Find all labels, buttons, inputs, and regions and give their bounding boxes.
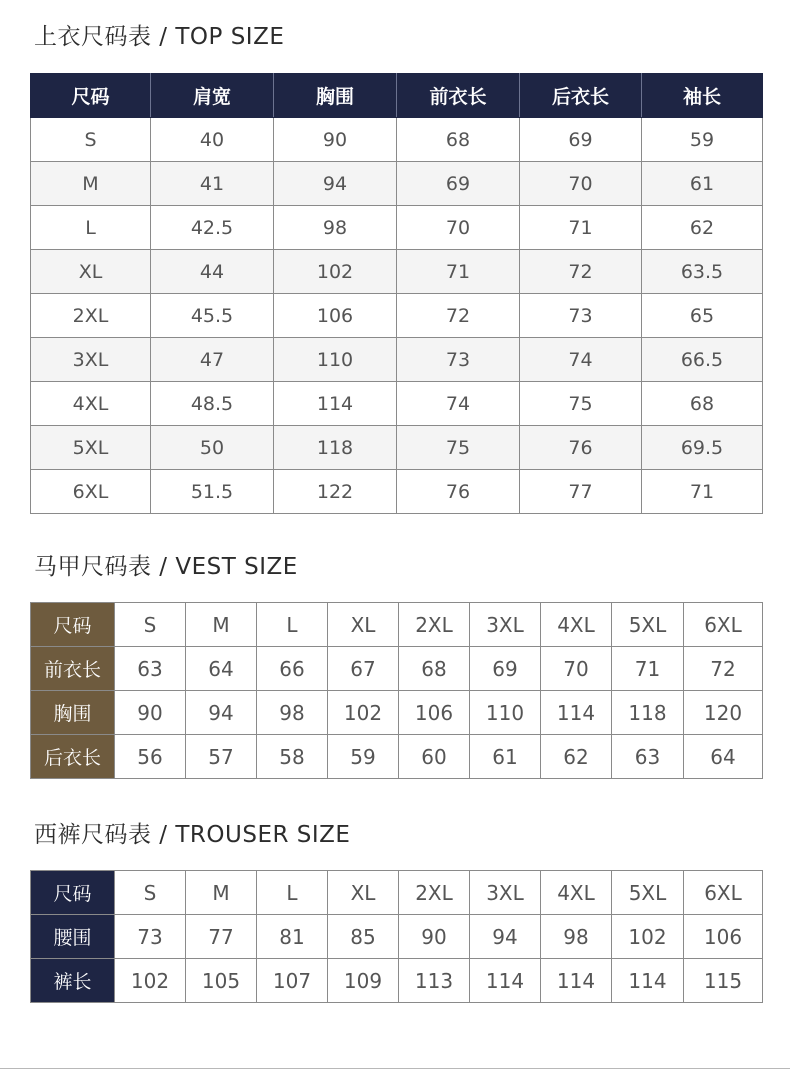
measurement-cell: 66 <box>257 647 328 691</box>
size-label-cell: M <box>186 603 257 647</box>
measurement-cell: 70 <box>541 647 612 691</box>
table-row <box>31 382 763 426</box>
table-row <box>31 871 763 915</box>
trouser-size-table <box>30 870 763 1003</box>
measurement-cell: 115 <box>684 959 763 1003</box>
measurement-cell: 114 <box>541 959 612 1003</box>
measurement-cell: 56 <box>115 735 186 779</box>
size-label-cell: 2XL <box>399 603 470 647</box>
measurement-cell: 73 <box>115 915 186 959</box>
measurement-cell: 47 <box>151 338 274 382</box>
size-label-cell: 5XL <box>31 426 151 470</box>
top-size-table <box>30 73 763 514</box>
measurement-cell: 120 <box>684 691 763 735</box>
measurement-cell: 64 <box>186 647 257 691</box>
measurement-cell: 110 <box>470 691 541 735</box>
measurement-cell: 70 <box>520 162 642 206</box>
measurement-cell: 94 <box>470 915 541 959</box>
measurement-cell: 81 <box>257 915 328 959</box>
measurement-cell: 61 <box>642 162 763 206</box>
size-label-cell: L <box>257 603 328 647</box>
size-label-cell: 2XL <box>31 294 151 338</box>
measurement-cell: 102 <box>274 250 397 294</box>
size-label-cell: L <box>31 206 151 250</box>
measurement-cell: 75 <box>520 382 642 426</box>
measurement-cell: 67 <box>328 647 399 691</box>
measurement-cell: 60 <box>399 735 470 779</box>
measurement-cell: 106 <box>684 915 763 959</box>
measurement-cell: 59 <box>328 735 399 779</box>
measurement-cell: 45.5 <box>151 294 274 338</box>
measurement-cell: 71 <box>612 647 684 691</box>
size-label-cell: 5XL <box>612 603 684 647</box>
measurement-cell: 106 <box>274 294 397 338</box>
measurement-cell: 72 <box>397 294 520 338</box>
size-label-cell: S <box>115 871 186 915</box>
measurement-cell: 71 <box>642 470 763 514</box>
top-size-title: 上衣尺码表 / TOP SIZE <box>34 24 285 50</box>
measurement-cell: 64 <box>684 735 763 779</box>
table-row <box>31 735 763 779</box>
table-row <box>31 294 763 338</box>
measurement-cell: 57 <box>186 735 257 779</box>
measurement-cell: 85 <box>328 915 399 959</box>
measurement-cell: 69 <box>520 118 642 162</box>
table-row <box>31 118 763 162</box>
measurement-cell: 109 <box>328 959 399 1003</box>
table-row <box>31 206 763 250</box>
measurement-cell: 107 <box>257 959 328 1003</box>
size-label-cell: 6XL <box>684 603 763 647</box>
table-row <box>31 426 763 470</box>
measurement-cell: 72 <box>684 647 763 691</box>
size-label-cell: 4XL <box>31 382 151 426</box>
vest-size-table <box>30 602 763 779</box>
measurement-cell: 65 <box>642 294 763 338</box>
row-header-cell: 胸围 <box>31 691 115 735</box>
measurement-cell: 69 <box>397 162 520 206</box>
measurement-cell: 61 <box>470 735 541 779</box>
measurement-cell: 90 <box>399 915 470 959</box>
measurement-cell: 114 <box>274 382 397 426</box>
measurement-cell: 106 <box>399 691 470 735</box>
measurement-cell: 72 <box>520 250 642 294</box>
row-header-cell: 裤长 <box>31 959 115 1003</box>
vest-size-title: 马甲尺码表 / VEST SIZE <box>34 554 298 580</box>
table-row <box>31 959 763 1003</box>
header-cell: 袖长 <box>642 74 763 118</box>
size-label-cell: S <box>31 118 151 162</box>
table-row <box>31 691 763 735</box>
measurement-cell: 59 <box>642 118 763 162</box>
size-label-cell: 5XL <box>612 871 684 915</box>
measurement-cell: 71 <box>397 250 520 294</box>
table-row <box>31 162 763 206</box>
measurement-cell: 77 <box>186 915 257 959</box>
measurement-cell: 98 <box>257 691 328 735</box>
row-header-cell: 尺码 <box>31 603 115 647</box>
table-row <box>31 250 763 294</box>
measurement-cell: 90 <box>115 691 186 735</box>
measurement-cell: 102 <box>115 959 186 1003</box>
row-header-cell: 前衣长 <box>31 647 115 691</box>
size-label-cell: M <box>186 871 257 915</box>
measurement-cell: 63 <box>612 735 684 779</box>
size-label-cell: XL <box>328 871 399 915</box>
header-cell: 胸围 <box>274 74 397 118</box>
measurement-cell: 69 <box>470 647 541 691</box>
measurement-cell: 62 <box>642 206 763 250</box>
row-header-cell: 腰围 <box>31 915 115 959</box>
measurement-cell: 70 <box>397 206 520 250</box>
measurement-cell: 98 <box>274 206 397 250</box>
measurement-cell: 122 <box>274 470 397 514</box>
measurement-cell: 90 <box>274 118 397 162</box>
measurement-cell: 74 <box>397 382 520 426</box>
header-cell: 尺码 <box>31 74 151 118</box>
measurement-cell: 68 <box>642 382 763 426</box>
bottom-divider <box>0 1068 790 1069</box>
measurement-cell: 94 <box>274 162 397 206</box>
size-label-cell: XL <box>328 603 399 647</box>
measurement-cell: 113 <box>399 959 470 1003</box>
measurement-cell: 62 <box>541 735 612 779</box>
measurement-cell: 50 <box>151 426 274 470</box>
table-row <box>31 647 763 691</box>
measurement-cell: 98 <box>541 915 612 959</box>
measurement-cell: 102 <box>328 691 399 735</box>
measurement-cell: 118 <box>274 426 397 470</box>
size-label-cell: L <box>257 871 328 915</box>
table-row <box>31 470 763 514</box>
measurement-cell: 73 <box>520 294 642 338</box>
measurement-cell: 58 <box>257 735 328 779</box>
measurement-cell: 114 <box>612 959 684 1003</box>
table-header-row <box>31 74 763 118</box>
measurement-cell: 94 <box>186 691 257 735</box>
size-label-cell: M <box>31 162 151 206</box>
header-cell: 前衣长 <box>397 74 520 118</box>
measurement-cell: 63 <box>115 647 186 691</box>
row-header-cell: 尺码 <box>31 871 115 915</box>
measurement-cell: 42.5 <box>151 206 274 250</box>
size-label-cell: S <box>115 603 186 647</box>
table-row <box>31 603 763 647</box>
measurement-cell: 68 <box>397 118 520 162</box>
measurement-cell: 118 <box>612 691 684 735</box>
measurement-cell: 44 <box>151 250 274 294</box>
size-label-cell: 3XL <box>470 871 541 915</box>
measurement-cell: 68 <box>399 647 470 691</box>
measurement-cell: 114 <box>541 691 612 735</box>
size-label-cell: 4XL <box>541 871 612 915</box>
measurement-cell: 73 <box>397 338 520 382</box>
measurement-cell: 69.5 <box>642 426 763 470</box>
measurement-cell: 71 <box>520 206 642 250</box>
measurement-cell: 48.5 <box>151 382 274 426</box>
size-label-cell: XL <box>31 250 151 294</box>
measurement-cell: 66.5 <box>642 338 763 382</box>
measurement-cell: 51.5 <box>151 470 274 514</box>
measurement-cell: 77 <box>520 470 642 514</box>
measurement-cell: 105 <box>186 959 257 1003</box>
size-label-cell: 6XL <box>684 871 763 915</box>
measurement-cell: 76 <box>397 470 520 514</box>
size-label-cell: 3XL <box>470 603 541 647</box>
measurement-cell: 76 <box>520 426 642 470</box>
table-row <box>31 338 763 382</box>
size-label-cell: 2XL <box>399 871 470 915</box>
measurement-cell: 63.5 <box>642 250 763 294</box>
measurement-cell: 75 <box>397 426 520 470</box>
table-row <box>31 915 763 959</box>
measurement-cell: 41 <box>151 162 274 206</box>
size-label-cell: 3XL <box>31 338 151 382</box>
header-cell: 肩宽 <box>151 74 274 118</box>
header-cell: 后衣长 <box>520 74 642 118</box>
trouser-size-title: 西裤尺码表 / TROUSER SIZE <box>34 822 351 848</box>
row-header-cell: 后衣长 <box>31 735 115 779</box>
measurement-cell: 114 <box>470 959 541 1003</box>
measurement-cell: 102 <box>612 915 684 959</box>
size-label-cell: 4XL <box>541 603 612 647</box>
measurement-cell: 40 <box>151 118 274 162</box>
size-label-cell: 6XL <box>31 470 151 514</box>
measurement-cell: 74 <box>520 338 642 382</box>
measurement-cell: 110 <box>274 338 397 382</box>
